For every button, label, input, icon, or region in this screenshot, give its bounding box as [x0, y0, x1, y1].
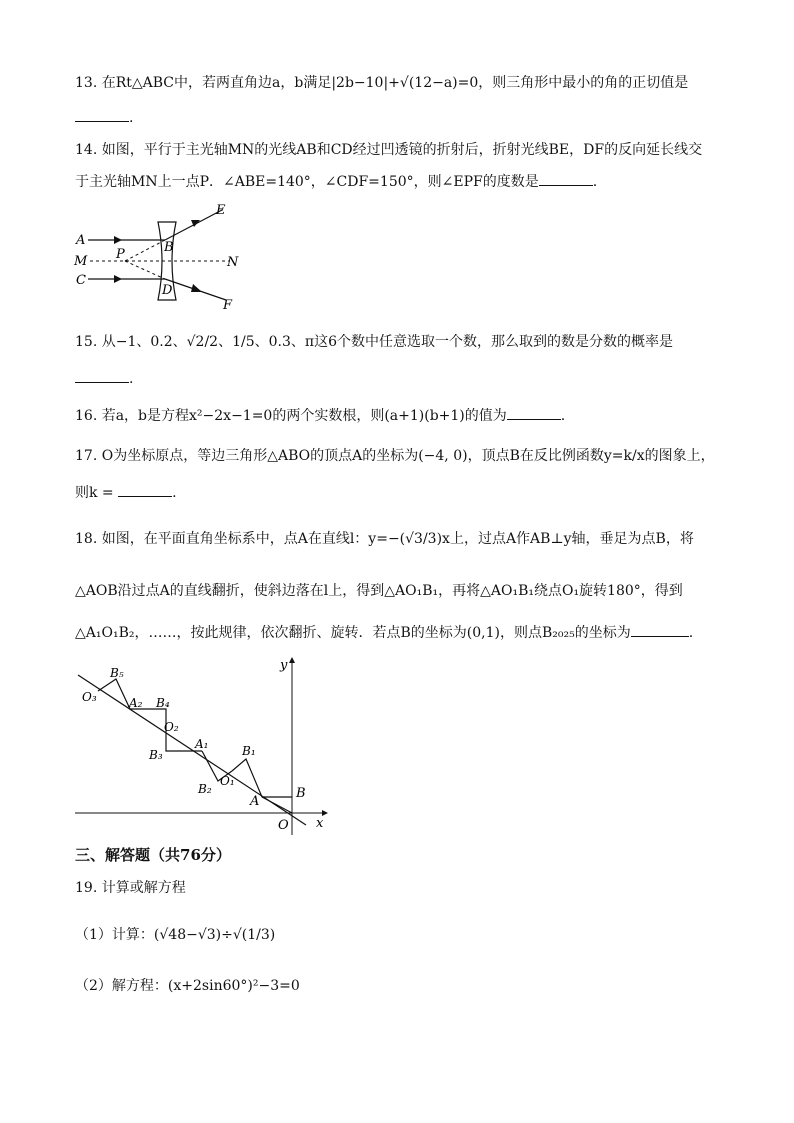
label-o: O: [278, 818, 289, 833]
q19-title: 19. 计算或解方程: [75, 880, 186, 896]
label-b4: B₄: [156, 696, 170, 710]
q15-answer-line: [75, 369, 133, 389]
q17-stem-text: 则k =: [75, 485, 114, 501]
label-n: N: [227, 255, 239, 270]
label-o2: O₂: [164, 720, 179, 734]
label-y: y: [280, 658, 288, 673]
ray-ab-arrow: [114, 236, 122, 244]
label-m: M: [74, 254, 88, 269]
q15-stem: 15. 从−1、0.2、√2/2、1/5、0.3、π这6个数中任意选取一个数，那么取到的数是分数的概率是: [75, 334, 673, 350]
label-c: C: [76, 273, 86, 288]
label-p: P: [116, 247, 125, 262]
q14-stem-text: 于主光轴MN上一点P．∠ABE=140°，∠CDF=150°，则∠EPF的度数是: [75, 174, 539, 190]
answer-blank[interactable]: [118, 496, 172, 497]
label-f: F: [223, 298, 233, 313]
label-a: A: [76, 233, 86, 248]
label-b: B: [296, 786, 306, 801]
q17-period: .: [172, 485, 177, 501]
q16-stem-text: 16. 若a，b是方程x²−2x−1=0的两个实数根，则(a+1)(b+1)的值为: [75, 408, 507, 424]
extension-pd: [125, 261, 165, 279]
label-o3: O₃: [82, 690, 97, 704]
q16-period: .: [560, 408, 566, 424]
answer-blank[interactable]: [631, 636, 689, 637]
label-b1: B₁: [242, 744, 256, 758]
answer-blank[interactable]: [75, 121, 129, 122]
label-a: A: [250, 794, 260, 809]
label-x: x: [316, 816, 324, 831]
q18-stem-line2: △AOB沿过点A的直线翻折，使斜边落在l上，得到△AO₁B₁，再将△AO₁B₁绕点O₁旋转180°，得到: [75, 583, 683, 599]
q13-answer-line: [75, 108, 133, 128]
q18-stem-line3: [75, 623, 693, 643]
label-e: E: [216, 203, 226, 218]
q13-stem: 13. 在Rt△ABC中，若两直角边a，b满足|2b−10|+√(12−a)=0，则三角形中最小的角的正切值是: [75, 75, 689, 91]
q14-stem-line2: [75, 172, 597, 192]
triangle-aob: [262, 797, 292, 813]
q14-period: .: [592, 174, 598, 190]
q18-period: .: [688, 625, 694, 641]
q15-period: .: [129, 371, 134, 387]
q14-stem-line1: 14. 如图，平行于主光轴MN的光线AB和CD经过凹透镜的折射后，折射光线BE，DF的反向延长线交: [75, 142, 703, 158]
label-b3: B₃: [149, 748, 163, 762]
y-axis-arrow: [289, 657, 295, 663]
coordinate-figure: [70, 655, 330, 835]
label-a1: A₁: [195, 737, 209, 751]
q19-part1: （1）计算：(√48−√3)÷√(1/3): [75, 927, 276, 943]
label-a2: A₂: [129, 696, 143, 710]
triangle-a2o3b5: [98, 679, 130, 709]
lens-diagram: [70, 200, 270, 313]
q16-stem: [75, 406, 565, 426]
q17-stem-line2: [75, 483, 177, 503]
q18-stem-text: △A₁O₁B₂，……，按此规律，依次翻折、旋转．若点B的坐标为(0,1)，则点B₂₀₂₅的坐标为: [75, 625, 631, 641]
label-o1: O₁: [220, 774, 235, 788]
answer-blank[interactable]: [507, 419, 561, 420]
section-heading: 三、解答题（共76分）: [75, 846, 231, 864]
answer-blank[interactable]: [75, 382, 129, 383]
ray-df-arrow: [191, 284, 202, 292]
label-d: D: [162, 283, 173, 298]
extension-pb: [125, 240, 165, 261]
label-b2: B₂: [198, 782, 212, 796]
ray-cd-arrow: [114, 275, 122, 283]
q18-stem-line1: 18. 如图，在平面直角坐标系中，点A在直线l：y=−(√3/3)x上，过点A作AB⊥y轴，垂足为点B，将: [75, 531, 694, 547]
answer-blank[interactable]: [539, 185, 593, 186]
label-b5: B₅: [110, 666, 124, 680]
triangle-ao1b1: [232, 759, 262, 797]
label-b: B: [164, 240, 174, 255]
q13-period: .: [129, 110, 134, 126]
q19-part2: （2）解方程：(x+2sin60°)²−3=0: [75, 978, 300, 994]
q17-stem-line1: 17. O为坐标原点，等边三角形△ABO的顶点A的坐标为(−4, 0)，顶点B在反比例函数y=k/x的图象上，: [75, 448, 715, 464]
